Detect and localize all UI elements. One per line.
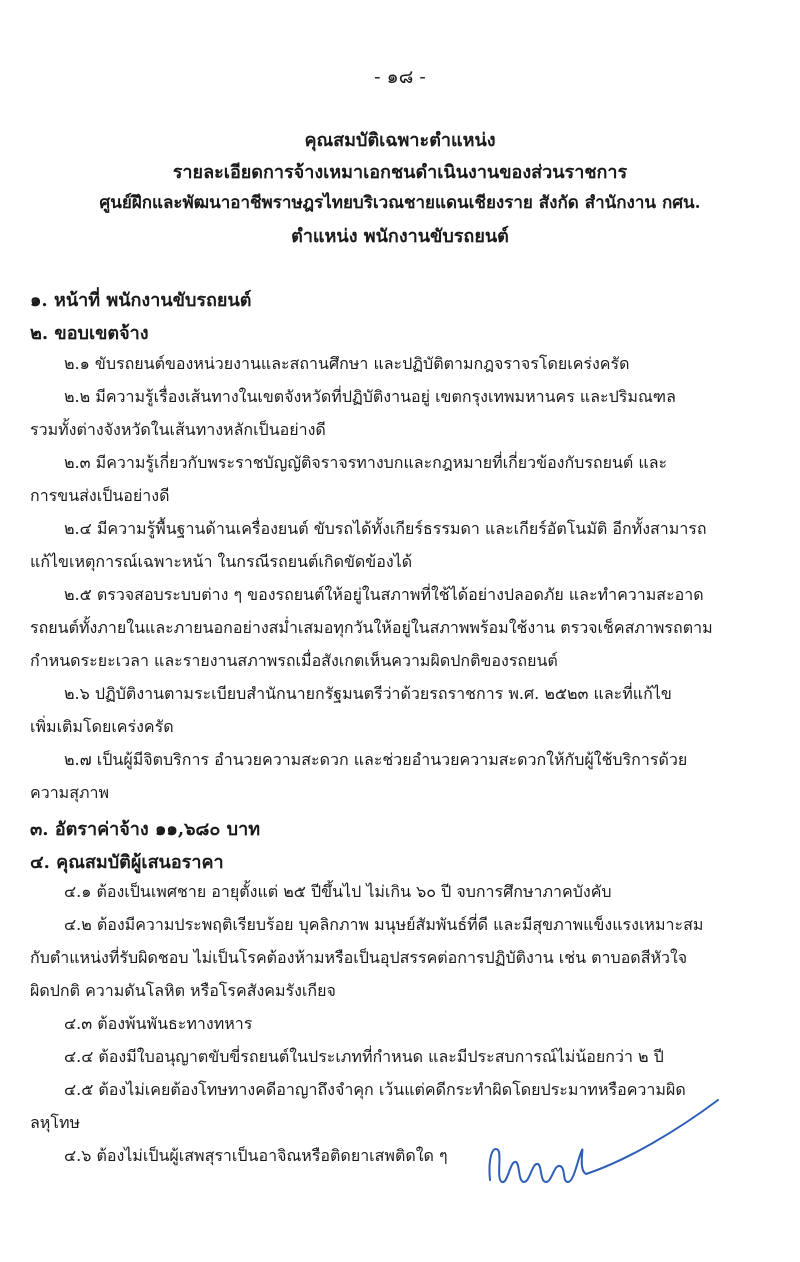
page-number: - ๑๘ -	[374, 66, 426, 88]
scope-item: ๒.๒ มีความรู้เรื่องเส้นทางในเขตจังหวัดที่ปฏิบัติงานอยู่ เขตกรุงเทพมหานคร และปริมณฑล	[64, 387, 676, 406]
qualification-item-cont: กับตำแหน่งที่รับผิดชอบ ไม่เป็นโรคต้องห้ามหรือเป็นอุปสรรคต่อการปฏิบัติงาน เช่น ตาบอดสีหัวใจ	[30, 948, 688, 967]
qualification-item-cont: ผิดปกติ ความดันโลหิต หรือโรคสังคมรังเกียจ	[30, 981, 336, 1000]
qualification-item: ๔.๓ ต้องพ้นพันธะทางทหาร	[64, 1014, 253, 1033]
qualification-item: ๔.๖ ต้องไม่เป็นผู้เสพสุราเป็นอาจิณหรือติดยาเสพติดใด ๆ	[64, 1146, 448, 1165]
scope-item: ๒.๗ เป็นผู้มีจิตบริการ อำนวยความสะดวก และช่วยอำนวยความสะดวกให้กับผู้ใช้บริการด้วย	[64, 750, 688, 769]
section-duty: ๑. หน้าที่ พนักงานขับรถยนต์	[30, 290, 252, 311]
header-subtitle: รายละเอียดการจ้างเหมาเอกชนดำเนินงานของส่วนราชการ	[172, 162, 628, 183]
scope-item-cont: รวมทั้งต่างจังหวัดในเส้นทางหลักเป็นอย่างดี	[30, 420, 326, 439]
header-agency: ศูนย์ฝึกและพัฒนาอาชีพราษฎรไทยบริเวณชายแดนเชียงราย สังกัด สำนักงาน กศน.	[99, 193, 701, 213]
scope-item: ๒.๕ ตรวจสอบระบบต่าง ๆ ของรถยนต์ให้อยู่ในสภาพที่ใช้ได้อย่างปลอดภัย และทำความสะอาด	[64, 585, 704, 604]
scope-item-cont: เพิ่มเติมโดยเคร่งครัด	[30, 717, 174, 736]
scope-item: ๒.๔ มีความรู้พื้นฐานด้านเครื่องยนต์ ขับรถได้ทั้งเกียร์ธรรมดา และเกียร์อัตโนมัติ อีกทั้งสามารถ	[64, 519, 707, 538]
qualification-item: ๔.๒ ต้องมีความประพฤติเรียบร้อย บุคลิกภาพ มนุษย์สัมพันธ์ที่ดี และมีสุขภาพแข็งแรงเหมาะสม	[64, 915, 704, 934]
header-title: คุณสมบัติเฉพาะตำแหน่ง	[304, 130, 496, 151]
section-scope: ๒. ขอบเขตจ้าง	[30, 323, 149, 344]
qualification-item: ๔.๔ ต้องมีใบอนุญาตขับขี่รถยนต์ในประเภทที่กำหนด และมีประสบการณ์ไม่น้อยกว่า ๒ ปี	[64, 1047, 664, 1066]
section-wage: ๓. อัตราค่าจ้าง ๑๑,๖๘๐ บาท	[30, 819, 261, 840]
scope-item-cont: รถยนต์ทั้งภายในและภายนอกอย่างสม่ำเสมอทุกวันให้อยู่ในสภาพพร้อมใช้งาน ตรวจเช็คสภาพรถตาม	[30, 618, 713, 637]
header-position: ตำแหน่ง พนักงานขับรถยนต์	[291, 226, 509, 247]
qualification-item: ๔.๑ ต้องเป็นเพศชาย อายุตั้งแต่ ๒๕ ปีขึ้นไป ไม่เกิน ๖๐ ปี จบการศึกษาภาคบังคับ	[64, 882, 612, 901]
qualification-item-cont: ลหุโทษ	[30, 1113, 81, 1132]
qualification-item: ๔.๕ ต้องไม่เคยต้องโทษทางคดีอาญาถึงจำคุก เว้นแต่คดีกระทำผิดโดยประมาทหรือความผิด	[64, 1080, 686, 1099]
scope-item-cont: ความสุภาพ	[30, 783, 110, 802]
scope-item: ๒.๑ ขับรถยนต์ของหน่วยงานและสถานศึกษา และปฏิบัติตามกฎจราจรโดยเคร่งครัด	[64, 354, 630, 373]
scope-item-cont: การขนส่งเป็นอย่างดี	[30, 486, 170, 505]
section-qualifications: ๔. คุณสมบัติผู้เสนอราคา	[30, 852, 224, 873]
scope-item-cont: กำหนดระยะเวลา และรายงานสภาพรถเมื่อสังเกตเห็นความผิดปกติของรถยนต์	[30, 651, 558, 670]
scope-item-cont: แก้ไขเหตุการณ์เฉพาะหน้า ในกรณีรถยนต์เกิดขัดข้องได้	[30, 552, 413, 571]
handwritten-signature	[478, 1090, 728, 1210]
scope-item: ๒.๖ ปฏิบัติงานตามระเบียบสำนักนายกรัฐมนตรีว่าด้วยรถราชการ พ.ศ. ๒๕๒๓ และที่แก้ไข	[64, 684, 672, 703]
scope-item: ๒.๓ มีความรู้เกี่ยวกับพระราชบัญญัติจราจรทางบกและกฎหมายที่เกี่ยวข้องกับรถยนต์ และ	[64, 453, 668, 472]
